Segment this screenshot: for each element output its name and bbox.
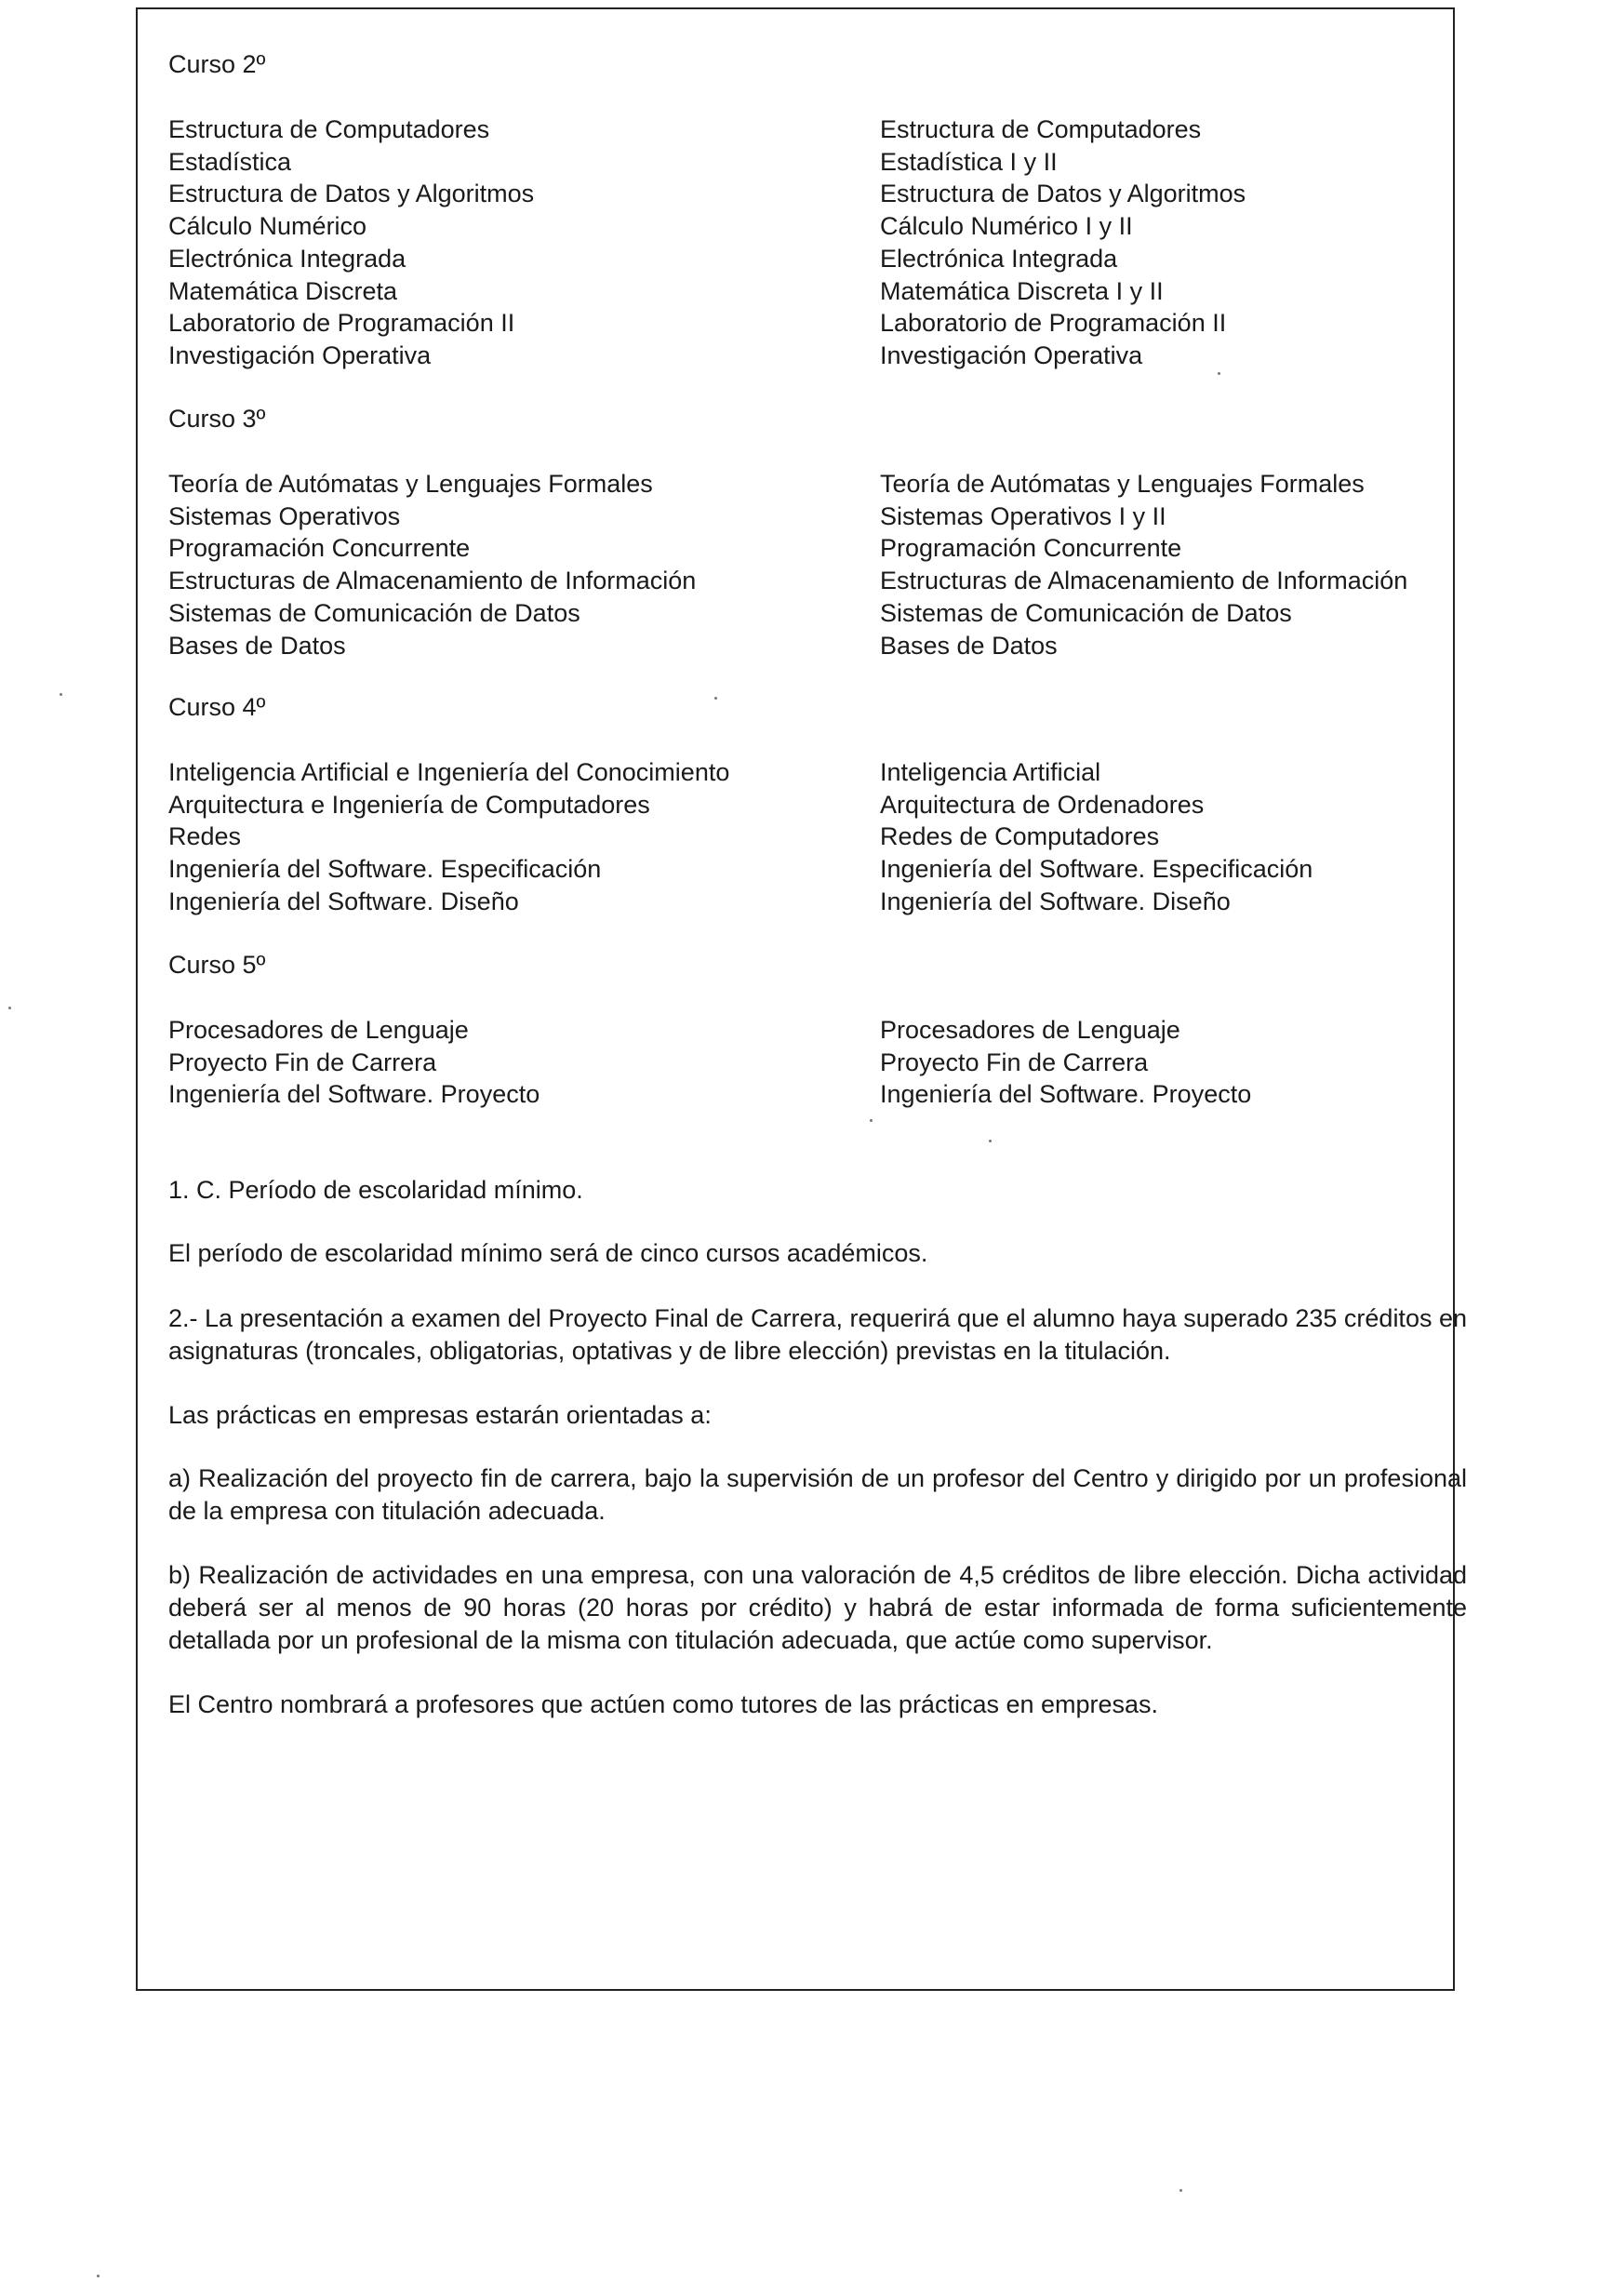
subject-item: Laboratorio de Programación II <box>880 309 1227 338</box>
subject-item: Sistemas Operativos I y II <box>880 501 1166 530</box>
subject-item: Bases de Datos <box>168 631 346 660</box>
subject-item: Ingeniería del Software. Proyecto <box>168 1080 540 1109</box>
current-subjects-list <box>168 113 534 372</box>
course-title: Curso 2º <box>168 50 266 78</box>
equivalent-subjects-list <box>880 756 1313 918</box>
subject-item: Cálculo Numérico <box>168 212 367 241</box>
subject-item: Bases de Datos <box>880 631 1058 660</box>
subject-item: Inteligencia Artificial e Ingeniería del Conocimiento <box>168 758 730 786</box>
current-subjects-list <box>168 468 696 661</box>
subject-item: Procesadores de Lenguaje <box>168 1016 469 1044</box>
course-title: Curso 4º <box>168 693 266 721</box>
course-title: Curso 3º <box>168 405 266 433</box>
subject-item: Investigación Operativa <box>168 340 432 369</box>
paragraph-practicas-b: b) Realización de actividades en una empresa, con una valoración de 4,5 créditos de libre elección. Dicha actividad deberá ser al menos de 90 horas (20 horas por crédito) y habrá de estar informada de forma suficientemente detallada por un profesional de la misma con titulación adecuada, que actúe como supervisor. <box>168 1561 1467 1654</box>
subject-item: Estructuras de Almacenamiento de Información <box>880 567 1408 595</box>
subject-item: Laboratorio de Programación II <box>168 309 515 338</box>
subject-item: Inteligencia Artificial <box>880 758 1101 786</box>
subject-item: Electrónica Integrada <box>168 244 406 273</box>
subject-item: Teoría de Autómatas y Lenguajes Formales <box>168 470 653 498</box>
subject-item: Ingeniería del Software. Diseño <box>168 887 519 915</box>
scan-speck <box>8 1007 11 1009</box>
subject-item: Investigación Operativa <box>880 340 1143 369</box>
subject-item: Cálculo Numérico I y II <box>880 212 1133 241</box>
subject-item: Sistemas Operativos <box>168 501 401 530</box>
subject-item: Ingeniería del Software. Proyecto <box>880 1080 1252 1109</box>
subject-item: Procesadores de Lenguaje <box>880 1016 1180 1044</box>
equivalent-subjects-list <box>880 468 1407 661</box>
subject-item: Programación Concurrente <box>880 534 1182 563</box>
subject-item: Estadística <box>168 147 292 176</box>
section-heading-escolaridad: 1. C. Período de escolaridad mínimo. <box>168 1176 583 1204</box>
subject-item: Sistemas de Comunicación de Datos <box>168 598 580 627</box>
course-title: Curso 5º <box>168 951 266 979</box>
course-section-5 <box>168 949 1443 1109</box>
scan-speck <box>1218 372 1220 375</box>
course-section-4 <box>168 691 1443 915</box>
subject-item: Estructura de Datos y Algoritmos <box>168 180 535 208</box>
subject-item: Estructura de Computadores <box>880 115 1202 143</box>
subject-item: Estructura de Computadores <box>168 115 490 143</box>
subject-item: Proyecto Fin de Carrera <box>880 1048 1149 1076</box>
course-section-2 <box>168 48 1443 369</box>
scan-speck <box>60 693 62 696</box>
subject-item: Arquitectura e Ingeniería de Computadores <box>168 790 650 819</box>
subject-item: Redes de Computadores <box>880 822 1160 851</box>
paragraph-tutores: El Centro nombrará a profesores que actúen como tutores de las prácticas en empresas. <box>168 1690 1159 1718</box>
equivalent-subjects-list <box>880 1014 1251 1111</box>
equivalent-subjects-list <box>880 113 1246 372</box>
paragraph-escolaridad: El período de escolaridad mínimo será de cinco cursos académicos. <box>168 1239 928 1267</box>
subject-item: Matemática Discreta I y II <box>880 276 1164 305</box>
subject-item: Programación Concurrente <box>168 534 471 563</box>
subject-item: Estadística I y II <box>880 147 1058 176</box>
subject-item: Redes <box>168 822 242 851</box>
subject-item: Arquitectura de Ordenadores <box>880 790 1205 819</box>
subject-item: Estructura de Datos y Algoritmos <box>880 180 1246 208</box>
current-subjects-list <box>168 1014 540 1111</box>
subject-item: Teoría de Autómatas y Lenguajes Formales <box>880 470 1365 498</box>
scan-speck <box>870 1119 873 1122</box>
paragraph-proyecto-final: 2.- La presentación a examen del Proyecto Final de Carrera, requerirá que el alumno haya superado 235 créditos en asignaturas (troncales, obligatorias, optativas y de libre elección) previstas en la titulación. <box>168 1304 1467 1365</box>
scan-speck <box>1179 2189 1182 2192</box>
subject-item: Ingeniería del Software. Diseño <box>880 887 1231 915</box>
subject-item: Ingeniería del Software. Especificación <box>168 855 602 884</box>
subject-item: Matemática Discreta <box>168 276 398 305</box>
scan-speck <box>97 2275 100 2277</box>
course-section-3 <box>168 403 1443 660</box>
subject-item: Sistemas de Comunicación de Datos <box>880 598 1292 627</box>
subject-item: Estructuras de Almacenamiento de Información <box>168 567 697 595</box>
subject-item: Proyecto Fin de Carrera <box>168 1048 437 1076</box>
subject-item: Electrónica Integrada <box>880 244 1118 273</box>
scan-speck <box>714 697 717 700</box>
paragraph-practicas-intro: Las prácticas en empresas estarán orientadas a: <box>168 1401 712 1429</box>
subject-item: Ingeniería del Software. Especificación <box>880 855 1313 884</box>
paragraph-practicas-a: a) Realización del proyecto fin de carrera, bajo la supervisión de un profesor del Centro y dirigido por un profesional de la empresa con titulación adecuada. <box>168 1464 1467 1525</box>
current-subjects-list <box>168 756 729 918</box>
scan-speck <box>989 1140 992 1142</box>
